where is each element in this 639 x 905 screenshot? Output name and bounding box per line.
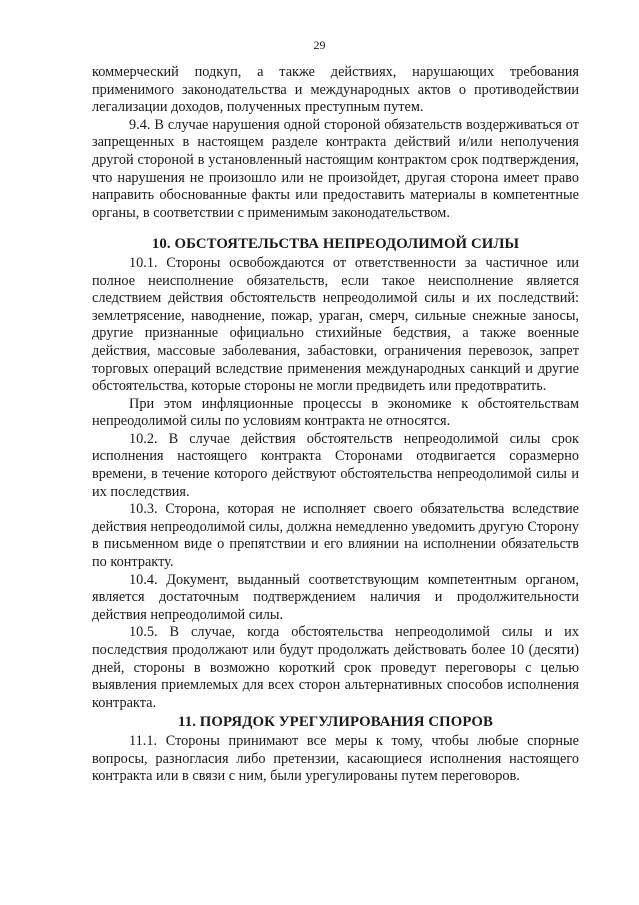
section-heading-10: 10. ОБСТОЯТЕЛЬСТВА НЕПРЕОДОЛИМОЙ СИЛЫ — [151, 236, 520, 253]
paragraph-10-1: 10.1. Стороны освобождаются от ответственности за частичное или полное неисполнение обязательств, если такое неисполнение является следствием действия обстоятельств непреодолимой силы и их последствий: землетрясение, наводнение, пожар, ураган, смерч, сильные снежные заносы, другие признанные официально стихийные бедствия, а также военные действия, массовые заболевания, забастовки, ограничения перевозок, запрет торговых операций вследствие применения международных санкций и другие обстоятельства, которые стороны не могли предвидеть или предотвратить. — [92, 254, 579, 395]
section-heading-11: 11. ПОРЯДОК УРЕГУЛИРОВАНИЯ СПОРОВ — [178, 714, 493, 731]
paragraph-9-3-continuation: коммерческий подкуп, а также действиях, нарушающих требования применимого законодательства и международных актов о противодействии легализации доходов, полученных преступным путем. — [92, 64, 579, 116]
paragraph-10-4: 10.4. Документ, выданный соответствующим компетентным органом, является достаточным подтверждением наличия и продолжительности действия непреодолимой силы. — [92, 571, 579, 623]
paragraph-9-4: 9.4. В случае нарушения одной стороной обязательств воздерживаться от запрещенных в настоящем разделе контракта действий и/или неполучения другой стороной в установленный настоящим контрактом срок подтверждения, что нарушения не произошло или не произойдет, другая сторона имеет право направить обоснованные факты или предоставить материалы в компетентные органы, в соответствии с применимым законодательством. — [92, 116, 579, 221]
paragraph-10-2: 10.2. В случае действия обстоятельств непреодолимой силы срок исполнения настоящего контракта Сторонами отодвигается соразмерно времени, в течение которого действуют обстоятельства непреодолимой силы и их последствия. — [92, 430, 579, 500]
paragraph-10-3: 10.3. Сторона, которая не исполняет своего обязательства вследствие действия непреодолимой силы, должна немедленно уведомить другую Сторону в письменном виде о препятствии и его влиянии на исполнении обязательств по контракту. — [92, 501, 579, 571]
paragraph-11-1: 11.1. Стороны принимают все меры к тому, чтобы любые спорные вопросы, разногласия либо претензии, касающиеся исполнения настоящего контракта или в связи с ним, были урегулированы путем переговоров. — [92, 732, 579, 785]
paragraph-10-1-inflation: При этом инфляционные процессы в экономике к обстоятельствам непреодолимой силы по условиям контракта не относятся. — [92, 395, 579, 430]
paragraph-10-5: 10.5. В случае, когда обстоятельства непреодолимой силы и их последствия продолжают или будут продолжать действовать более 10 (десяти) дней, стороны в возможно короткий срок проведут переговоры с целью выявления приемлемых для всех сторон альтернативных способов исполнения контракта. — [92, 624, 579, 711]
document-body — [92, 64, 579, 786]
page-number: 29 — [313, 38, 326, 52]
